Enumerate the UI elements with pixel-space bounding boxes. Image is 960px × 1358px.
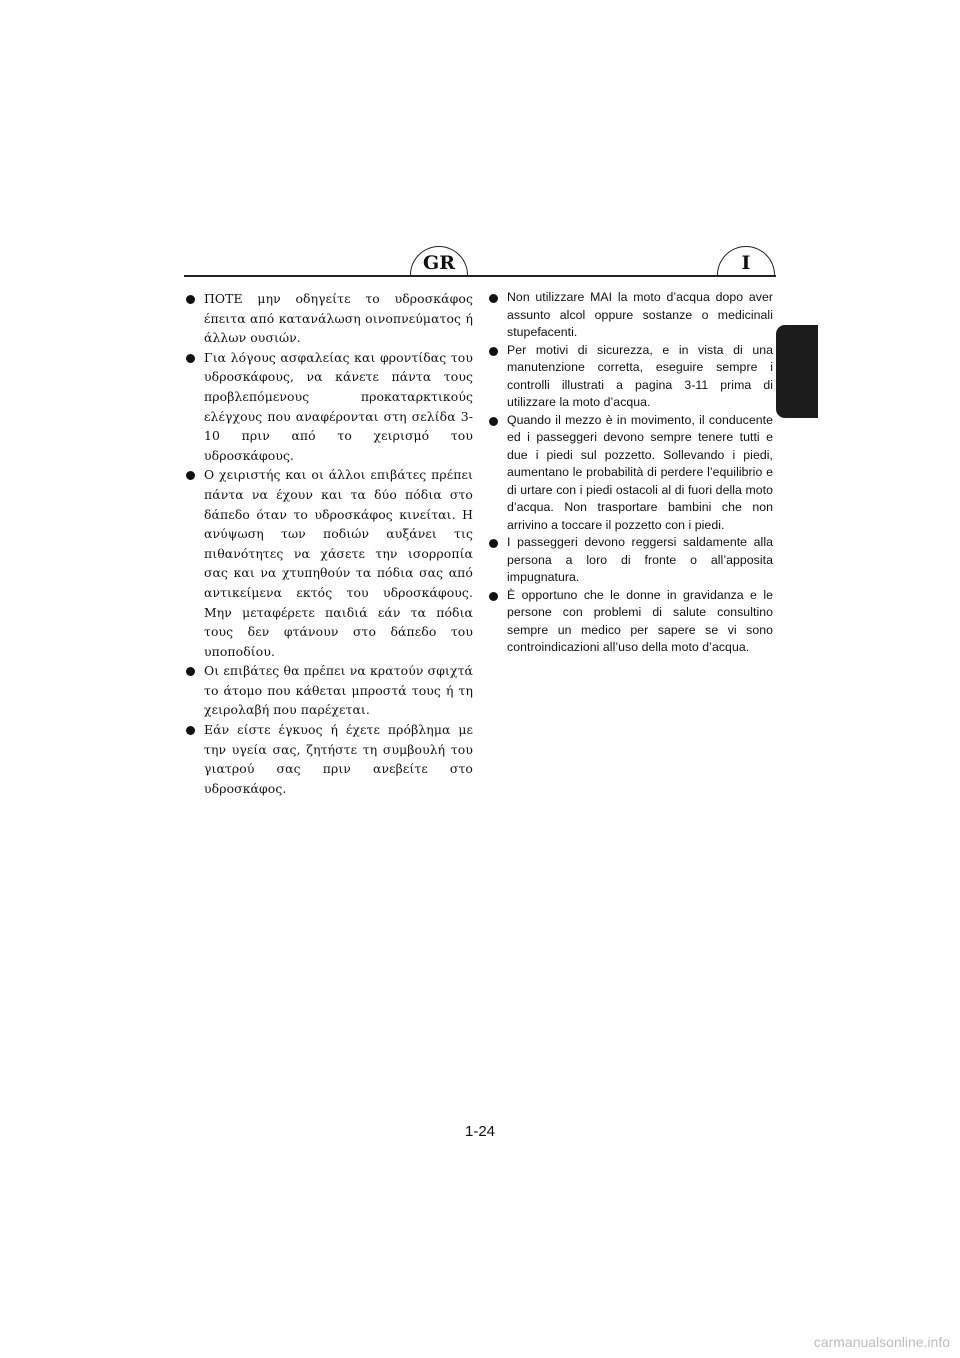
header-rule: [184, 275, 776, 277]
bullet-icon: [186, 295, 195, 304]
item-text: Ο χειριστής και οι άλλοι επιβάτες πρέπει πάντα να έχουν και τα δύο πόδια στο δάπεδο όταν το υδροσκάφος κινείται. Η ανύψωση των ποδιών αυξάνει τις πιθανότητες να χάσετε την ισορροπία σας και να χτυπηθούν τα πόδια σας από αντικείμενα εκτός του υδροσκάφους. Μην μεταφέρετε παιδιά εάν τα πόδια τους δεν φτάνουν στο δάπεδο του υποποδίου.: [204, 467, 473, 659]
language-badge-italian: I: [717, 246, 775, 276]
list-item: [186, 348, 473, 466]
bullet-icon: [489, 539, 498, 548]
list-item: [186, 289, 473, 348]
section-side-tab: [776, 325, 818, 418]
bullet-icon: [489, 347, 498, 356]
item-text: Non utilizzare MAI la moto d’acqua dopo aver assunto alcol oppure sostanze o medicinali stupefacenti.: [507, 290, 773, 339]
item-text: Εάν είστε έγκυος ή έχετε πρόβλημα με την υγεία σας, ζητήστε τη συμβουλή του γιατρού σας πριν ανεβείτε στο υδροσκάφος.: [204, 722, 473, 796]
bullet-icon: [186, 726, 195, 735]
list-item: [186, 465, 473, 661]
italian-column: [489, 289, 773, 657]
list-item: [489, 587, 773, 657]
item-text: ΠΟΤΕ μην οδηγείτε το υδροσκάφος έπειτα από κατανάλωση οινοπνεύματος ή άλλων ουσιών.: [204, 291, 473, 346]
page-number: 1-24: [464, 1123, 496, 1140]
item-text: Quando il mezzo è in movimento, il conducente ed i passeggeri devono sempre tenere tutti e due i piedi sul pozzetto. Sollevando i piedi, aumentano le probabilità di perdere l’equilibrio e di urtare con i piedi ostacoli al di fuori della moto d’acqua. Non trasportare bambini che non arrivino a toccare il pozzetto con i piedi.: [507, 412, 773, 532]
item-text: Per motivi di sicurezza, e in vista di una manutenzione corretta, eseguire sempre i controlli illustrati a pagina 3-11 prima di utilizzare la moto d’acqua.: [507, 342, 773, 409]
bullet-icon: [186, 471, 195, 480]
list-item: [489, 412, 773, 535]
bullet-icon: [489, 592, 498, 601]
bullet-icon: [489, 294, 498, 303]
watermark-text: carmanualsonline.info: [813, 1334, 950, 1350]
item-text: Για λόγους ασφαλείας και φροντίδας του υδροσκάφους, να κάνετε πάντα τους προβλεπόμενους προκαταρκτικούς ελέγχους που αναφέρονται στη σελίδα 3-10 πριν από το χειρισμό του υδροσκάφους.: [204, 349, 473, 463]
bullet-icon: [489, 417, 498, 426]
item-text: I passeggeri devono reggersi saldamente alla persona a loro di fronte o all’apposita impugnatura.: [507, 535, 773, 584]
list-item: [489, 289, 773, 342]
list-item: [186, 661, 473, 720]
language-badge-greek: GR: [410, 246, 468, 276]
bullet-icon: [186, 667, 195, 676]
bullet-icon: [186, 354, 195, 363]
item-text: È opportuno che le donne in gravidanza e le persone con problemi di salute consultino sempre un medico per sapere se vi sono controindicazioni all’uso della moto d’acqua.: [507, 587, 773, 654]
greek-column: [186, 289, 473, 798]
list-item: [489, 534, 773, 587]
list-item: [186, 720, 473, 798]
item-text: Οι επιβάτες θα πρέπει να κρατούν σφιχτά το άτομο που κάθεται μπροστά τους ή τη χειρολαβή που παρέχεται.: [204, 663, 473, 718]
list-item: [489, 342, 773, 412]
